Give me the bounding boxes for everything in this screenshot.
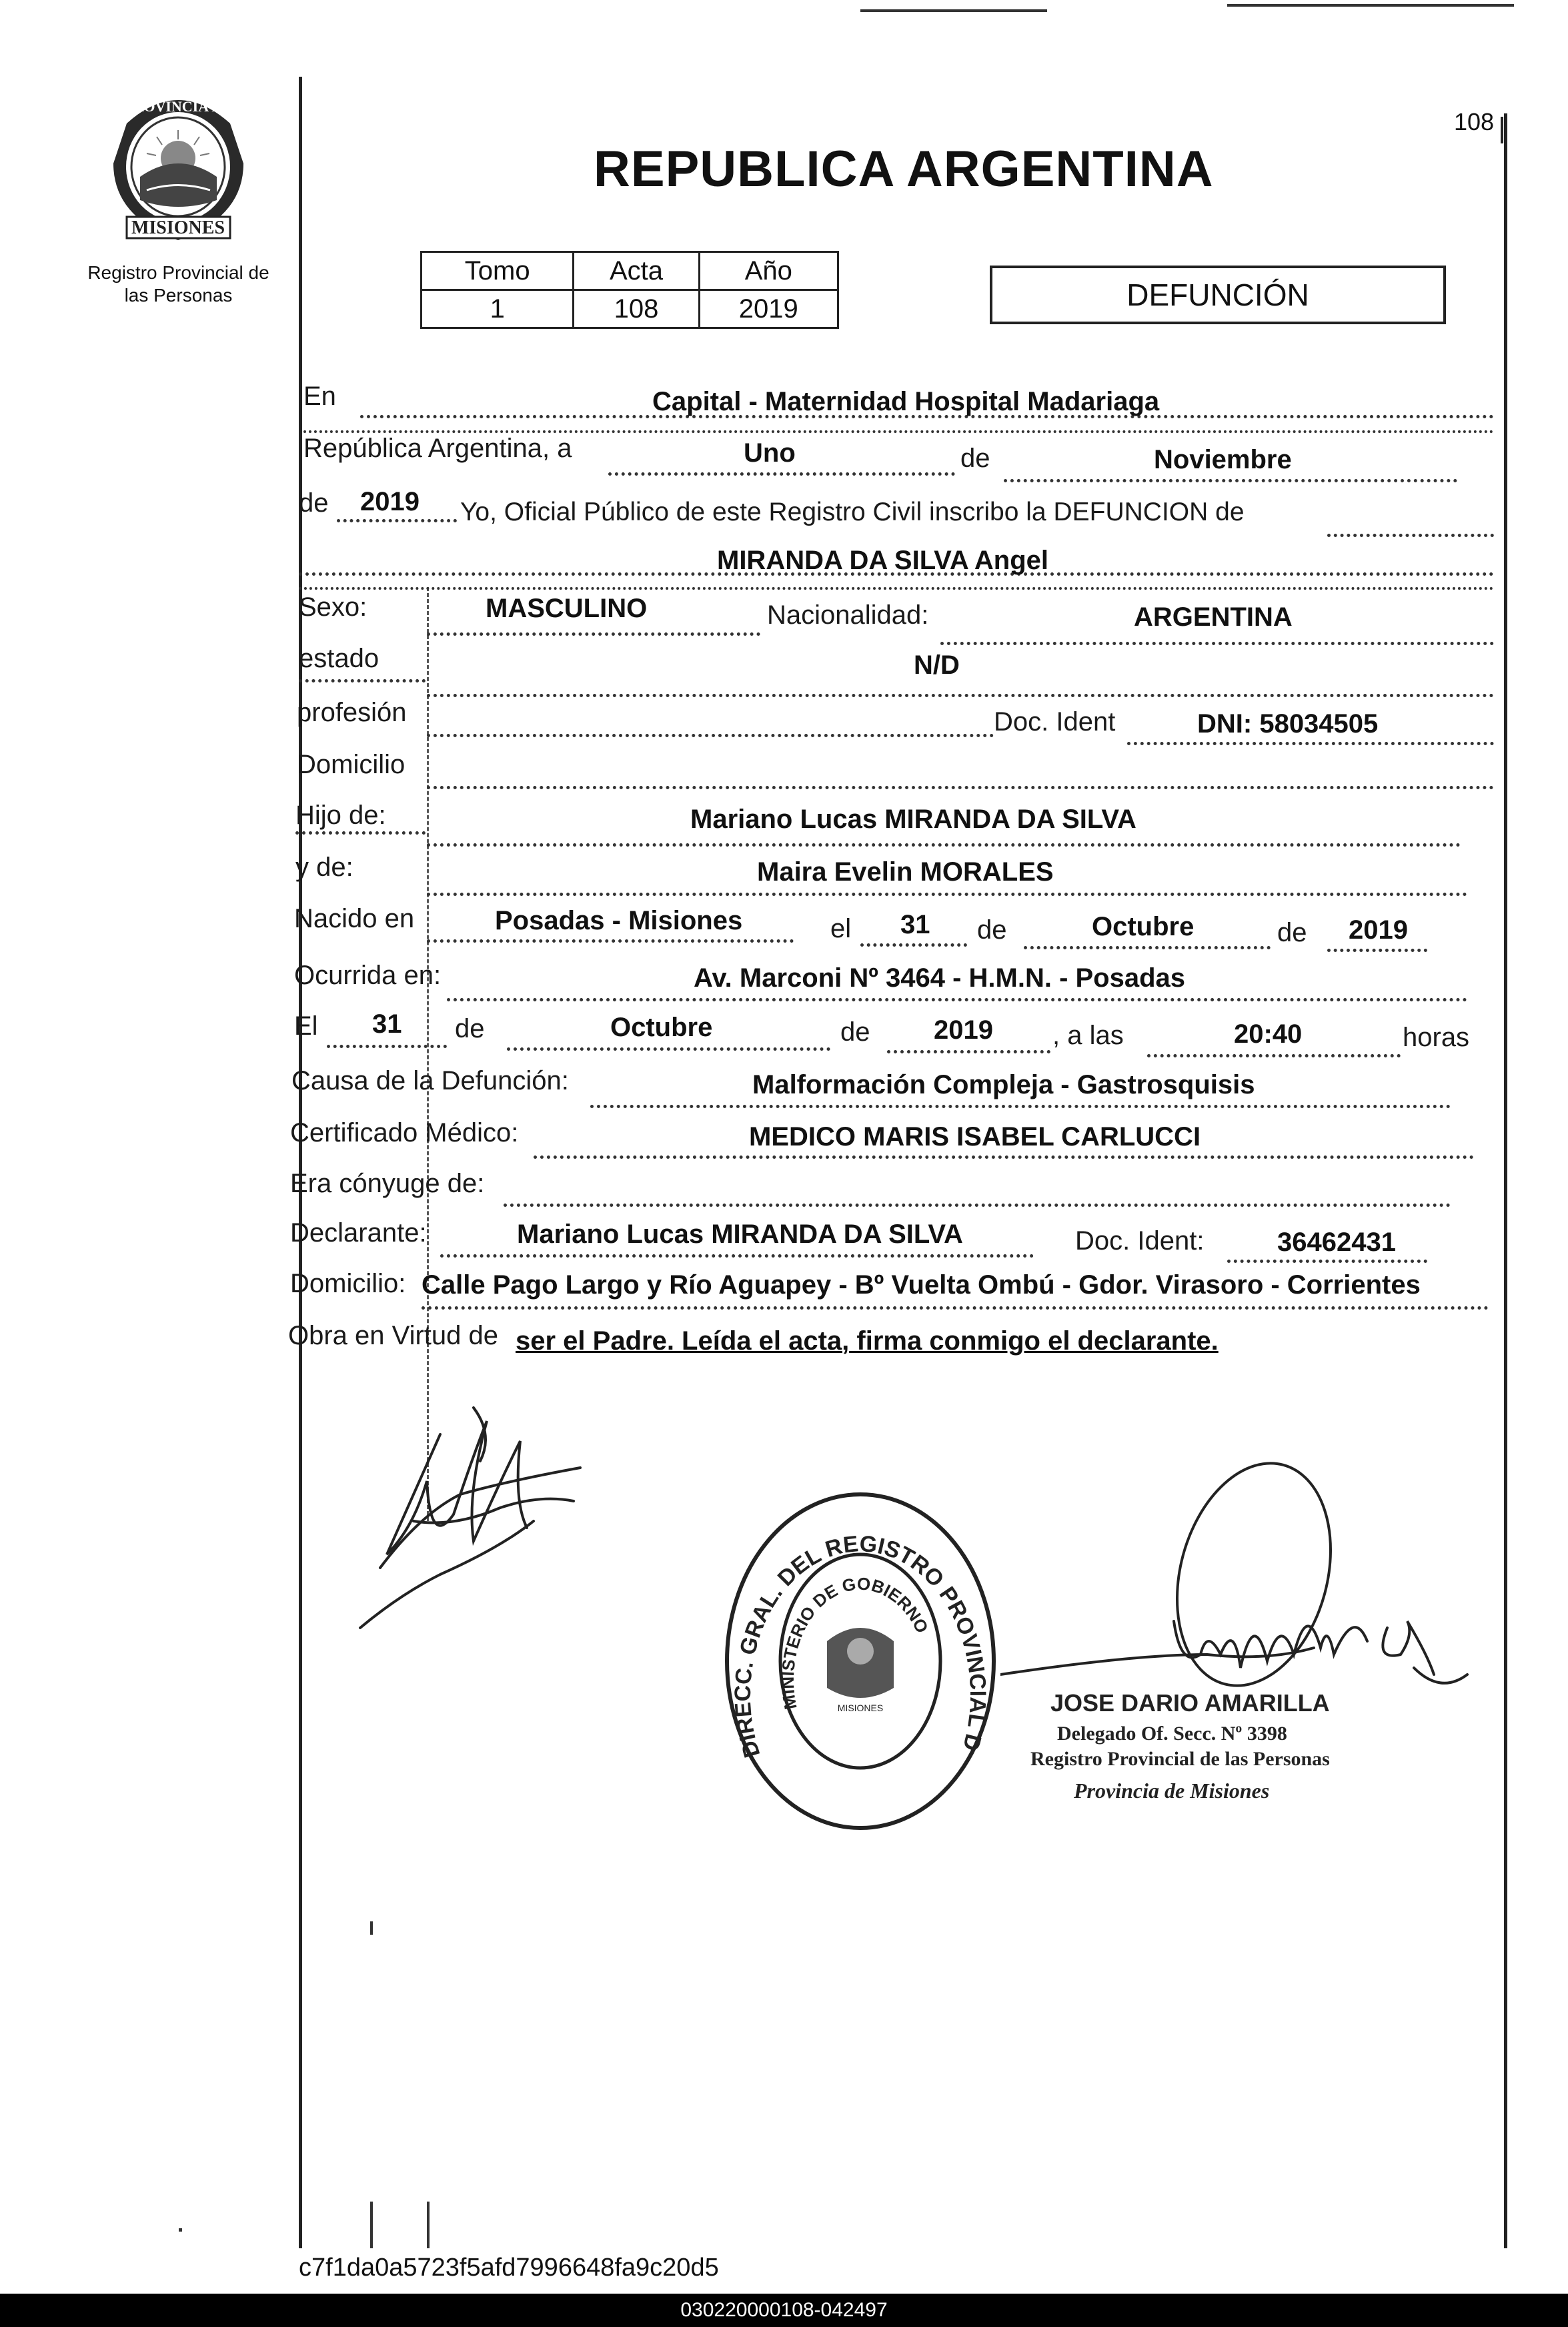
- day-value: Uno: [744, 438, 796, 468]
- label-conyuge: Era cónyuge de:: [290, 1169, 485, 1198]
- label-de: de: [960, 444, 990, 473]
- record-table: [420, 251, 839, 329]
- death-day-value: 31: [372, 1009, 402, 1039]
- place-value: Capital - Maternidad Hospital Madariaga: [652, 387, 1160, 416]
- official-title: Delegado Of. Secc. Nº 3398: [1057, 1723, 1287, 1745]
- label-profesion: profesión: [297, 698, 407, 727]
- seal-text-top: PROVINCIA DE: [124, 98, 232, 115]
- dotline: [590, 1105, 1451, 1108]
- dotline: [860, 943, 967, 947]
- scan-mark: [1227, 4, 1514, 7]
- obra-value: ser el Padre. Leída el acta, firma conmigo el declarante.: [516, 1326, 1219, 1356]
- stamp-outer-ring: DIRECC. GRAL. DEL REGISTRO PROVINCIAL D: [730, 1530, 991, 1761]
- dotline: [940, 642, 1494, 645]
- dotline: [1327, 534, 1494, 537]
- dotline: [1327, 949, 1427, 952]
- dotline: [299, 679, 426, 682]
- birth-month-value: Octubre: [1092, 912, 1195, 941]
- dotline: [299, 587, 1494, 590]
- dotline: [440, 1254, 1034, 1258]
- dotline: [427, 843, 1461, 847]
- record-table-value-tomo: 1: [422, 290, 574, 328]
- dotline: [447, 998, 1467, 1001]
- year-value: 2019: [360, 487, 420, 516]
- label-estado: estado: [299, 644, 379, 673]
- dotline: [507, 1047, 830, 1051]
- label-domicilio: Domicilio: [297, 750, 406, 779]
- left-margin-rule: [299, 77, 302, 2248]
- label-de: de: [299, 488, 329, 518]
- label-nacionalidad: Nacionalidad:: [767, 600, 929, 630]
- page-title: REPUBLICA ARGENTINA: [594, 141, 1214, 197]
- mother-value: Maira Evelin MORALES: [757, 857, 1054, 887]
- doc-ident-value: DNI: 58034505: [1197, 709, 1379, 739]
- label-horas: horas: [1403, 1023, 1470, 1052]
- death-month-value: Octubre: [610, 1013, 713, 1042]
- record-table-value-ano: 2019: [699, 290, 838, 328]
- label-republica: República Argentina, a: [303, 434, 572, 463]
- seal-text-bottom: MISIONES: [131, 217, 225, 238]
- official-province: Provincia de Misiones: [1074, 1779, 1270, 1803]
- death-time-value: 20:40: [1234, 1019, 1303, 1049]
- dotline: [608, 472, 955, 476]
- right-margin-rule-top: [1501, 117, 1503, 143]
- domicilio2-value: Calle Pago Largo y Río Aguapey - Bº Vuelta Ombú - Gdor. Virasoro - Corrientes: [422, 1270, 1421, 1300]
- dotline: [427, 632, 760, 636]
- scan-mark: [179, 2228, 182, 2232]
- official-name: JOSE DARIO AMARILLA: [1050, 1689, 1330, 1717]
- scan-mark: [370, 2202, 373, 2248]
- dotline: [427, 734, 994, 737]
- nacionalidad-value: ARGENTINA: [1134, 602, 1293, 632]
- label-causa: Causa de la Defunción:: [291, 1066, 569, 1095]
- dotline: [427, 939, 794, 943]
- registry-name-line2: las Personas: [124, 285, 233, 306]
- registry-stamp: [720, 1488, 1000, 1835]
- scan-mark: [860, 9, 1047, 12]
- dotline: [887, 1050, 1050, 1053]
- label-el: el: [830, 914, 852, 943]
- label-de: de: [977, 915, 1007, 945]
- registry-name: [67, 262, 290, 307]
- label-de: de: [840, 1017, 870, 1047]
- label-hijo: Hijo de:: [295, 801, 386, 830]
- causa-value: Malformación Compleja - Gastrosquisis: [752, 1070, 1255, 1099]
- document-hash: c7f1da0a5723f5afd7996648fa9c20d5: [299, 2254, 719, 2282]
- estado-value: N/D: [914, 650, 960, 680]
- month-value: Noviembre: [1154, 445, 1292, 474]
- form-guide-line: [427, 587, 429, 1521]
- barcode-bar: [0, 2294, 1568, 2327]
- dotline: [337, 519, 457, 522]
- dotline: [427, 786, 1494, 789]
- dotline: [1127, 742, 1494, 745]
- record-table-header-ano: Año: [699, 252, 838, 290]
- dotline: [327, 1045, 447, 1048]
- right-margin-rule: [1504, 113, 1507, 2248]
- barcode-id: 030220000108-042497: [680, 2299, 888, 2321]
- declarant-signature: [340, 1394, 620, 1635]
- label-el: El: [294, 1011, 318, 1041]
- oficial-text: Yo, Oficial Público de este Registro Civil inscribo la DEFUNCION de: [460, 498, 1245, 526]
- label-en: En: [303, 382, 336, 411]
- death-year-value: 2019: [934, 1015, 993, 1045]
- label-ocurrida: Ocurrida en:: [294, 961, 442, 990]
- document-type: DEFUNCIÓN: [1126, 278, 1309, 312]
- father-value: Mariano Lucas MIRANDA DA SILVA: [690, 805, 1136, 834]
- certificado-value: MEDICO MARIS ISABEL CARLUCCI: [749, 1122, 1201, 1151]
- scan-mark: [370, 1921, 373, 1935]
- label-doc-ident: Doc. Ident: [994, 707, 1116, 737]
- label-de: de: [455, 1014, 485, 1043]
- deceased-name: MIRANDA DA SILVA Angel: [717, 546, 1049, 575]
- declarante-value: Mariano Lucas MIRANDA DA SILVA: [517, 1220, 963, 1249]
- dotline: [295, 831, 426, 835]
- birth-place-value: Posadas - Misiones: [495, 906, 743, 935]
- dotline: [534, 1155, 1474, 1159]
- birth-year-value: 2019: [1349, 915, 1408, 945]
- dotline: [504, 1204, 1451, 1207]
- dotline: [422, 1306, 1489, 1310]
- record-table-header-tomo: Tomo: [422, 252, 574, 290]
- official-registry: Registro Provincial de las Personas: [1030, 1748, 1330, 1770]
- label-doc-ident: Doc. Ident:: [1075, 1226, 1205, 1256]
- registry-name-line1: Registro Provincial de: [87, 262, 269, 283]
- dotline: [303, 430, 1494, 433]
- dotline: [1024, 946, 1271, 949]
- label-domicilio: Domicilio:: [290, 1269, 406, 1298]
- stamp-inner-ring: MINISTERIO DE GOBIERNO: [777, 1573, 933, 1711]
- label-obra: Obra en Virtud de: [288, 1321, 499, 1350]
- document-type-box: [990, 266, 1446, 324]
- death-place-value: Av. Marconi Nº 3464 - H.M.N. - Posadas: [694, 963, 1186, 993]
- record-table-value-acta: 108: [574, 290, 699, 328]
- label-sexo: Sexo:: [299, 592, 367, 622]
- province-seal: [100, 83, 257, 247]
- label-y-de: y de:: [295, 853, 353, 882]
- sexo-value: MASCULINO: [486, 594, 648, 623]
- label-certificado: Certificado Médico:: [290, 1118, 519, 1147]
- scan-mark: [427, 2202, 430, 2248]
- page-number: 108: [1454, 108, 1495, 135]
- label-declarante: Declarante:: [290, 1218, 427, 1248]
- dotline: [427, 893, 1467, 896]
- label-a-las: , a las: [1052, 1021, 1124, 1050]
- label-nacido: Nacido en: [294, 904, 415, 933]
- dotline: [1227, 1260, 1427, 1263]
- dotline: [1147, 1054, 1401, 1057]
- stamp-center: MISIONES: [837, 1703, 884, 1713]
- label-de: de: [1277, 918, 1307, 947]
- record-table-header-acta: Acta: [574, 252, 699, 290]
- dotline: [427, 694, 1494, 697]
- birth-day-value: 31: [900, 910, 930, 939]
- doc-ident2-value: 36462431: [1277, 1228, 1396, 1257]
- dotline: [1004, 479, 1457, 482]
